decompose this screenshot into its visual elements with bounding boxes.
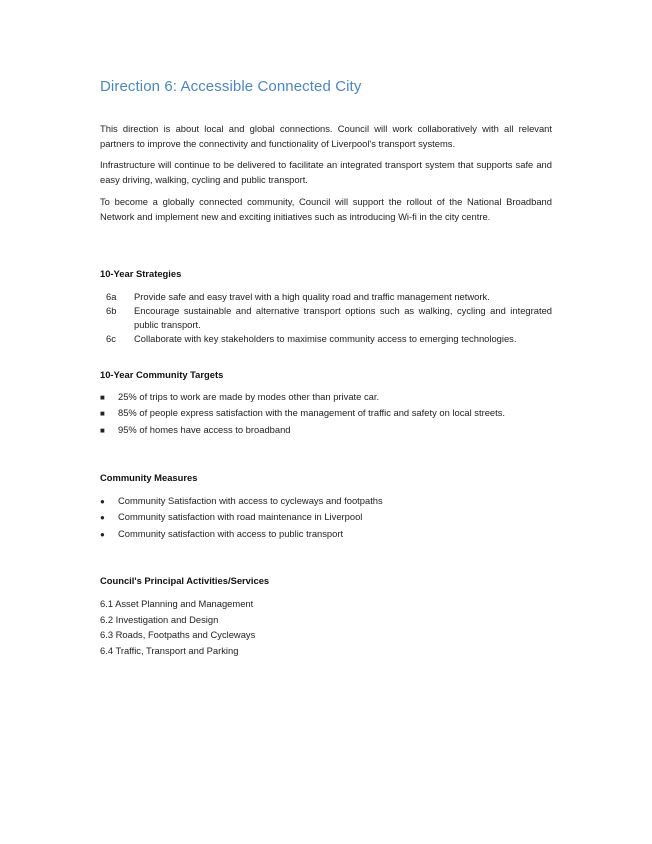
round-bullet-icon: ● bbox=[100, 513, 105, 522]
round-bullet-icon: ● bbox=[100, 497, 105, 506]
strategy-text: Provide safe and easy travel with a high quality road and traffic management network. bbox=[134, 291, 490, 302]
list-item: ● Community Satisfaction with access to cycleways and footpaths bbox=[100, 494, 383, 509]
strategy-item bbox=[106, 304, 552, 332]
round-bullet-icon: ● bbox=[100, 530, 105, 539]
strategy-code: 6a bbox=[106, 291, 117, 302]
intro-paragraph-2: Infrastructure will continue to be delivered to facilitate an integrated transport system that supports safe and easy driving, walking, cycling and public transport. bbox=[100, 159, 552, 185]
list-item: ■ 25% of trips to work are made by modes other than private car. bbox=[100, 390, 379, 405]
strategy-item bbox=[106, 332, 552, 346]
strategy-text: Encourage sustainable and alternative transport options such as walking, cycling and integrated public transport. bbox=[134, 305, 552, 330]
square-bullet-icon: ■ bbox=[100, 393, 105, 402]
targets-heading: 10-Year Community Targets bbox=[100, 369, 224, 380]
square-bullet-icon: ■ bbox=[100, 426, 105, 435]
strategy-code: 6b bbox=[106, 305, 117, 316]
page-title: Direction 6: Accessible Connected City bbox=[100, 78, 362, 95]
list-item: ● Community satisfaction with access to public transport bbox=[100, 527, 343, 542]
list-item: ■ 95% of homes have access to broadband bbox=[100, 423, 291, 438]
activity-item: 6.1 Asset Planning and Management bbox=[100, 598, 254, 609]
square-bullet-icon: ■ bbox=[100, 409, 105, 418]
activity-item: 6.2 Investigation and Design bbox=[100, 614, 219, 625]
intro-paragraph-1: This direction is about local and global connections. Council will work collaboratively with all relevant partners to improve the connectivity and functionality of Liverpool's transport systems. bbox=[100, 123, 552, 149]
strategy-item bbox=[106, 290, 552, 304]
activity-item: 6.3 Roads, Footpaths and Cycleways bbox=[100, 629, 256, 640]
activities-heading: Council's Principal Activities/Services bbox=[100, 575, 270, 586]
list-item: ● Community satisfaction with road maintenance in Liverpool bbox=[100, 510, 362, 525]
measures-heading: Community Measures bbox=[100, 472, 198, 483]
strategy-text: Collaborate with key stakeholders to maximise community access to emerging technologies. bbox=[134, 333, 517, 344]
intro-paragraph-3: To become a globally connected community, Council will support the rollout of the National Broadband Network and implement new and exciting initiatives such as introducing Wi-fi in the city centre. bbox=[100, 196, 552, 222]
list-item: ■ 85% of people express satisfaction with the management of traffic and safety on local streets. bbox=[100, 406, 505, 421]
strategies-heading: 10-Year Strategies bbox=[100, 268, 182, 279]
activity-item: 6.4 Traffic, Transport and Parking bbox=[100, 645, 239, 656]
strategy-code: 6c bbox=[106, 333, 116, 344]
